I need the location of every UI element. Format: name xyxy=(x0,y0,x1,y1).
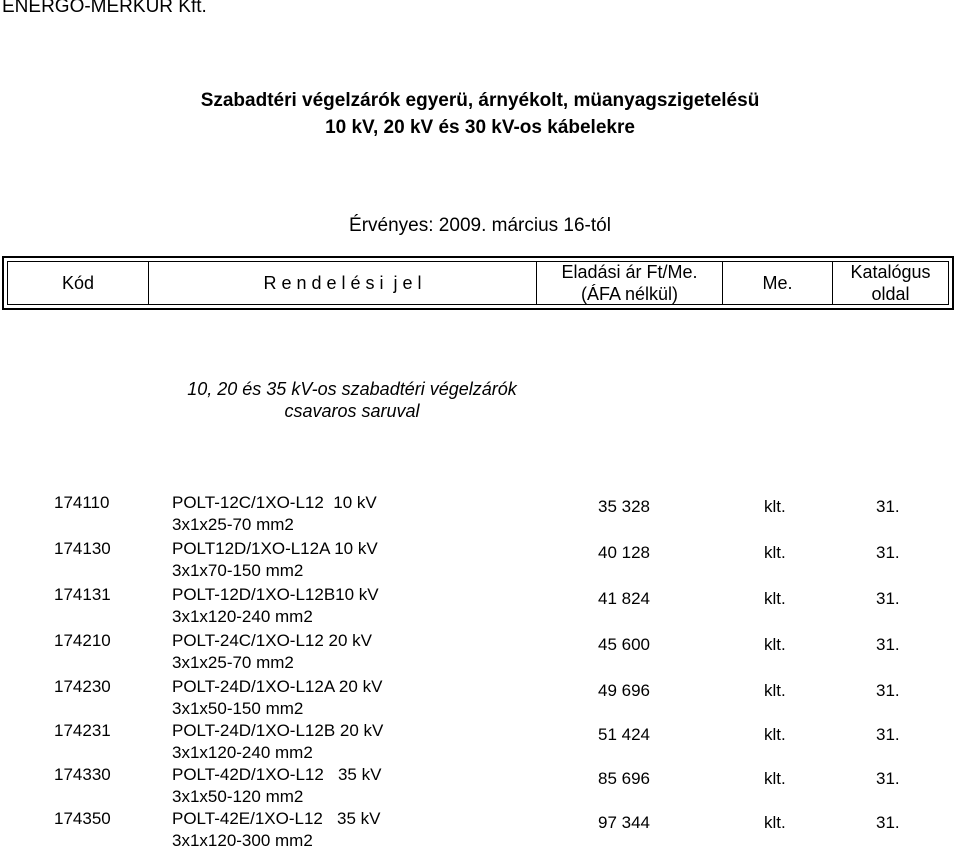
header-catalog-page xyxy=(833,262,948,304)
product-code: 174110 xyxy=(54,493,110,512)
product-unit: klt. xyxy=(764,725,786,744)
header-price xyxy=(537,262,722,304)
document-title-line-1: Szabadtéri végelzárók egyerü, árnyékolt, müanyagszigetelésü xyxy=(200,90,760,111)
company-name: ENERGO-MERKUR Kft. xyxy=(2,0,207,17)
product-cross-section: 3x1x120-300 mm2 xyxy=(172,831,313,850)
table-row xyxy=(0,721,960,767)
product-unit: klt. xyxy=(764,589,786,608)
product-cross-section: 3x1x70-150 mm2 xyxy=(172,561,304,580)
product-name: POLT-24D/1XO-L12A 20 kV xyxy=(172,677,383,696)
section-title-line-2: csavaros saruval xyxy=(284,401,420,421)
product-catalog-page: 31. xyxy=(876,813,900,832)
product-code: 174231 xyxy=(54,721,111,740)
product-code: 174350 xyxy=(54,809,111,828)
product-cross-section: 3x1x50-150 mm2 xyxy=(172,699,304,718)
product-price: 49 696 xyxy=(598,681,650,700)
product-unit: klt. xyxy=(764,635,786,654)
product-code: 174131 xyxy=(54,585,111,604)
product-name: POLT-42D/1XO-L12 35 kV xyxy=(172,765,382,784)
product-code: 174230 xyxy=(54,677,111,696)
product-price: 85 696 xyxy=(598,769,650,788)
table-row xyxy=(0,539,960,585)
product-name: POLT12D/1XO-L12A 10 kV xyxy=(172,539,378,558)
product-code: 174130 xyxy=(54,539,111,558)
product-code: 174210 xyxy=(54,631,111,650)
table-header-inner-frame xyxy=(7,261,949,305)
product-catalog-page: 31. xyxy=(876,681,900,700)
table-row xyxy=(0,631,960,677)
table-row xyxy=(0,765,960,811)
product-cross-section: 3x1x25-70 mm2 xyxy=(172,515,294,534)
header-catalog-line-1: Katalógus xyxy=(850,262,931,282)
product-cross-section: 3x1x120-240 mm2 xyxy=(172,743,313,762)
product-catalog-page: 31. xyxy=(876,635,900,654)
product-name: POLT-12D/1XO-L12B10 kV xyxy=(172,585,379,604)
product-code: 174330 xyxy=(54,765,111,784)
product-cross-section: 3x1x120-240 mm2 xyxy=(172,607,313,626)
document-title-line-2: 10 kV, 20 kV és 30 kV-os kábelekre xyxy=(325,117,635,138)
product-unit: klt. xyxy=(764,813,786,832)
product-unit: klt. xyxy=(764,497,786,516)
product-price: 35 328 xyxy=(598,497,650,516)
product-unit: klt. xyxy=(764,769,786,788)
header-price-line-2: (ÁFA nélkül) xyxy=(580,284,679,304)
product-unit: klt. xyxy=(764,543,786,562)
product-price: 45 600 xyxy=(598,635,650,654)
section-title-line-1: 10, 20 és 35 kV-os szabadtéri végelzárók xyxy=(187,379,517,399)
product-cross-section: 3x1x50-120 mm2 xyxy=(172,787,304,806)
table-row xyxy=(0,809,960,855)
header-catalog-line-2: oldal xyxy=(871,284,910,304)
product-price: 97 344 xyxy=(598,813,650,832)
product-unit: klt. xyxy=(764,681,786,700)
product-catalog-page: 31. xyxy=(876,497,900,516)
header-unit xyxy=(723,262,832,304)
header-unit-label: Me. xyxy=(762,273,793,293)
product-price: 41 824 xyxy=(598,589,650,608)
product-cross-section: 3x1x25-70 mm2 xyxy=(172,653,294,672)
header-code xyxy=(8,262,148,304)
product-catalog-page: 31. xyxy=(876,543,900,562)
product-name: POLT-24C/1XO-L12 20 kV xyxy=(172,631,373,650)
product-name: POLT-24D/1XO-L12B 20 kV xyxy=(172,721,384,740)
product-catalog-page: 31. xyxy=(876,769,900,788)
product-catalog-page: 31. xyxy=(876,725,900,744)
product-catalog-page: 31. xyxy=(876,589,900,608)
product-price: 51 424 xyxy=(598,725,650,744)
table-header xyxy=(2,256,954,310)
validity-date: Érvényes: 2009. március 16-tól xyxy=(349,215,611,236)
header-code-label: Kód xyxy=(61,273,95,293)
product-name: POLT-42E/1XO-L12 35 kV xyxy=(172,809,381,828)
header-price-line-1: Eladási ár Ft/Me. xyxy=(561,262,698,282)
product-price: 40 128 xyxy=(598,543,650,562)
header-order-code-label: R e n d e l é s i j e l xyxy=(263,273,422,293)
product-name: POLT-12C/1XO-L12 10 kV xyxy=(172,493,377,512)
table-row xyxy=(0,677,960,723)
header-order-code xyxy=(149,262,536,304)
table-row xyxy=(0,493,960,539)
table-row xyxy=(0,585,960,631)
